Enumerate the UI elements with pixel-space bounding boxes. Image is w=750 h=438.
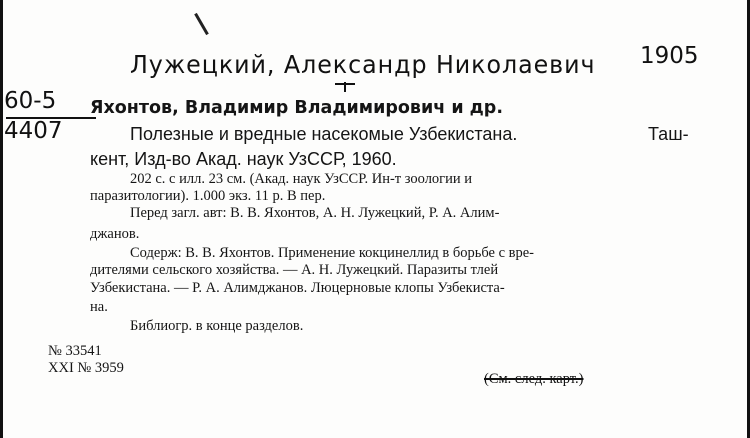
entry-heading: Яхонтов, Владимир Владимирович и др. — [90, 98, 503, 118]
handwritten-cross-mark — [335, 82, 355, 92]
authors-line-2: джанов. — [90, 226, 140, 242]
handwritten-author-name: Лужецкий, Александр Николаевич — [130, 50, 596, 79]
bibliography-note: Библиогр. в конце разделов. — [130, 318, 304, 334]
contents-line-2: дителями сельского хозяйства. — А. Н. Лужецкий. Паразиты тлей — [90, 262, 499, 278]
contents-line-1: Содерж: В. В. Яхонтов. Применение кокцинеллид в борьбе с вре- — [130, 245, 535, 261]
title-line-2: кент, Изд-во Акад. наук УзССР, 1960. — [90, 149, 397, 169]
shelf-number-top: 60-5 — [4, 88, 57, 114]
handwritten-birth-year: 1905 — [640, 43, 699, 69]
physical-description-line-1: 202 с. с илл. 23 см. (Акад. наук УзССР. Ин-т зоологии и — [130, 171, 473, 187]
pencil-mark — [194, 13, 209, 35]
contents-line-3: Узбекистана. — Р. А. Алимджанов. Люцерновые клопы Узбекиста- — [90, 280, 505, 296]
see-next-card-note: (См. след. карт.) — [484, 371, 584, 387]
place-start: Таш- — [648, 124, 689, 144]
title-line-1: Полезные и вредные насекомые Узбекистана. — [130, 124, 518, 144]
inventory-number: № 33541 — [48, 343, 102, 359]
series-number: XXI № 3959 — [48, 360, 124, 376]
card-left-edge — [0, 0, 3, 438]
contents-line-4: на. — [90, 299, 108, 315]
shelf-number-bottom: 4407 — [4, 118, 63, 144]
physical-description-line-2: паразитологии). 1.000 экз. 11 р. В пер. — [90, 188, 326, 204]
authors-line-1: Перед загл. авт: В. В. Яхонтов, А. Н. Лужецкий, Р. А. Алим- — [130, 205, 500, 221]
